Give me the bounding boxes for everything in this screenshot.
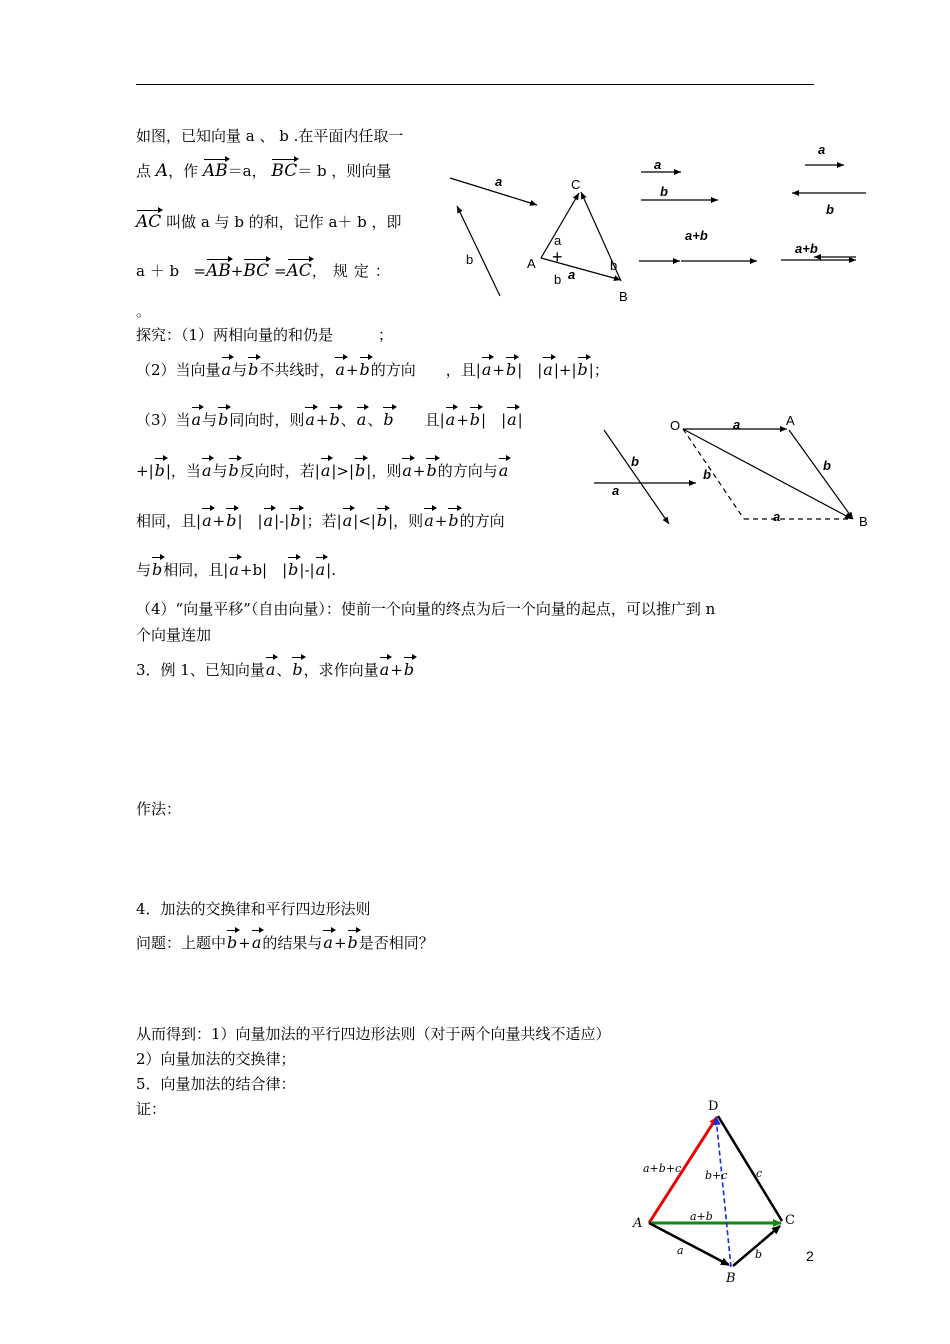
dashed-side-left	[683, 429, 744, 519]
intro-line-5: 。	[136, 302, 152, 320]
explore-4: +|b|，当a与b反向时，若|a|>|b|，则a+b的方向与a	[136, 461, 509, 480]
label-a-plus-b: a+b	[795, 241, 818, 256]
vector-b-free	[604, 430, 669, 524]
explore-7: （4）“向量平移”（自由向量）：使前一个向量的终点为后一个向量的起点，可以推广到 n	[136, 600, 716, 618]
conclusion-4: 证：	[136, 1100, 167, 1118]
label-a: a	[677, 1244, 684, 1257]
example-1: 3．例 1、已知向量a、b，求作向量a+b	[136, 660, 415, 679]
label-a-plus-b: a+b	[690, 1210, 713, 1223]
label-point-A: A	[786, 413, 795, 428]
label-a-plus-b: a+b	[685, 228, 708, 243]
label-a: a	[495, 174, 503, 189]
conclusion-2: 2）向量加法的交换律；	[136, 1050, 296, 1068]
label-a: a	[818, 142, 826, 157]
vector-AB	[649, 1223, 729, 1265]
label-point-B: B	[726, 1271, 736, 1286]
label-point-A: A	[633, 1216, 643, 1231]
explore-2: （2）当向量a与b不共线时，a+b的方向 ，且|a+b| |a|+|b|；	[136, 360, 609, 379]
label-a-ab: a	[568, 267, 576, 282]
label-b: b	[660, 184, 668, 199]
conclusion-1: 从而得到：1）向量加法的平行四边形法则（对于两个向量共线不适应）	[136, 1025, 611, 1043]
associative-law-diagram	[632, 1099, 795, 1286]
label-plus: +	[552, 247, 563, 267]
label-point-O: O	[670, 418, 681, 433]
explore-6: 与b相同，且|a+b| |b|-|a|.	[136, 560, 336, 579]
label-a-OA: a	[733, 417, 741, 432]
vector-AB	[789, 430, 853, 519]
triangle-rule-diagram	[450, 174, 628, 304]
intro-line-2: 点 A，作 AB＝a， BC＝ b ，则向量	[136, 161, 392, 181]
label-b-plus-c: b+c	[705, 1169, 728, 1182]
label-b-dashed: b	[703, 467, 711, 482]
label-point-A: A	[527, 256, 536, 271]
label-b-bc: b	[610, 258, 618, 273]
edge-CD	[718, 1116, 782, 1221]
label-point-C: C	[785, 1213, 795, 1228]
label-c: c	[756, 1167, 763, 1180]
label-a: a	[654, 157, 662, 172]
conclusion-3: 5．向量加法的结合律：	[136, 1075, 296, 1093]
explore-8: 个向量连加	[136, 626, 212, 644]
explore-1: 探究：（1）两相向量的和仍是 ；	[136, 326, 394, 344]
label-point-C: C	[571, 177, 581, 192]
collinear-opposite-direction-diagram	[781, 142, 866, 260]
intro-line-1: 如图，已知向量 a 、 b .在平面内任取一	[136, 127, 404, 145]
label-point-D: D	[708, 1099, 719, 1114]
label-a-plus-top: a	[554, 233, 562, 248]
label-b: b	[826, 202, 834, 217]
section4-title: 4．加法的交换律和平行四边形法则	[136, 900, 371, 918]
label-b-AB: b	[823, 458, 831, 473]
label-a-free: a	[612, 483, 620, 498]
label-b: b	[755, 1248, 763, 1261]
label-a-plus-b-plus-c: a+b+c	[643, 1162, 682, 1175]
intro-line-4: a ＋ b =AB+BC =AC，规定：	[136, 261, 396, 281]
label-point-B: B	[619, 289, 628, 304]
label-point-B: B	[859, 514, 868, 529]
label-b: b	[466, 252, 474, 267]
vector-BD-blue	[716, 1117, 731, 1267]
label-a-dashed: a	[773, 509, 781, 524]
explore-3: （3）当a与b同向时，则a+b、a、b 且|a+b| |a|	[136, 410, 523, 429]
section4-question: 问题：上题中b+a的结果与a+b是否相同？	[136, 933, 434, 952]
label-b-bottom: b	[554, 272, 562, 287]
page-number: 2	[806, 1248, 814, 1264]
example-method: 作法：	[136, 800, 182, 818]
collinear-same-direction-diagram	[639, 157, 757, 261]
vector-a-arrow	[450, 178, 537, 205]
vector-b-arrow	[457, 206, 500, 296]
label-b-free: b	[631, 454, 639, 469]
explore-5: 相同，且|a+b| |a|-|b|；若|a|<|b|，则a+b的方向	[136, 511, 505, 530]
parallelogram-diagram	[594, 413, 868, 529]
intro-line-3: AC 叫做 a 与 b 的和，记作 a＋ b ，即	[136, 212, 402, 232]
